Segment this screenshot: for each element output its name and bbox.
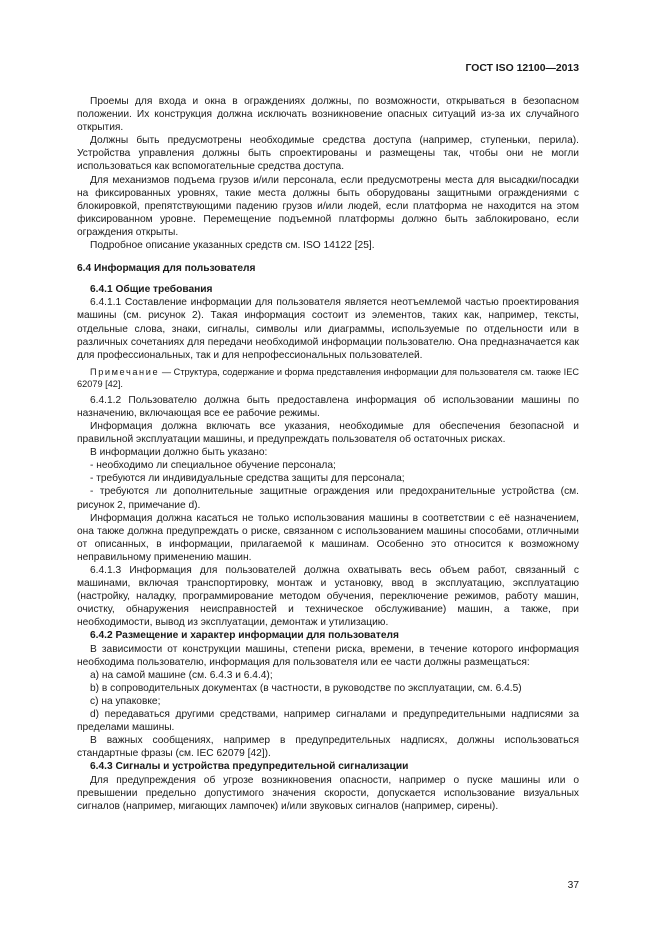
section-heading-6-4: 6.4 Информация для пользователя <box>77 263 256 275</box>
paragraph: Подробное описание указанных средств см. ISO 14122 [25]. <box>90 240 375 252</box>
paragraph: 6.4.1.2 Пользователю должна быть предоставлена информация об использовании машины по назначению, включающая все ее рабочие режимы. <box>77 394 579 419</box>
paragraph: 6.4.1.1 Составление информации для пользователя является неотъемлемой частью проектирования машины (см. рисунок 2). Такая информация состоит из элементов, таких как, например, тексты, отдельные слова, знаки, сигналы, символы или диаграммы, используемые по отдельности или в различных сочетаниях для передачи необходимой информации пользователю. Она предназначается как для профессиональных, так и для непрофессиональных пользователей. <box>77 297 579 361</box>
note-label: Примечание <box>90 366 160 377</box>
standard-header: ГОСТ ISO 12100—2013 <box>465 63 579 74</box>
paragraph: В важных сообщениях, например в предупредительных надписях, должны использоваться стандартные фразы (см. IEC 62079 [42]). <box>77 735 579 760</box>
note <box>77 366 579 390</box>
list-item: b) в сопроводительных документах (в частности, в руководстве по эксплуатации, см. 6.4.5) <box>90 682 522 694</box>
page-body <box>77 95 579 813</box>
paragraph: Для предупреждения об угрозе возникновения опасности, например о пуске машины или о превышении предельно допустимого значения скорости, допускается использование визуальных сигналов (например, мигающих лампочек) и/или звуковых сигналов (например, сирены). <box>77 774 579 812</box>
subsection-heading-6-4-2: 6.4.2 Размещение и характер информации для пользователя <box>90 630 399 642</box>
list-item: c) на упаковке; <box>90 695 161 707</box>
page-number: 37 <box>567 880 579 891</box>
paragraph: Для механизмов подъема грузов и/или персонала, если предусмотрены места для высадки/посадки на фиксированных уровнях, такие места должны быть оборудованы защитными ограждениями с блокировкой, препятствующими падению грузов и/или людей, если платформа не находится на этом фиксированном уровне. Перемещение подъемной платформы должно быть заблокировано, если ограждения открыты. <box>77 174 579 238</box>
paragraph: В зависимости от конструкции машины, степени риска, времени, в течение которого информация необходима пользователю, информация для пользователя или ее части должны размещаться: <box>77 643 579 668</box>
subsection-heading-6-4-3: 6.4.3 Сигналы и устройства предупредительной сигнализации <box>90 761 409 773</box>
paragraph: Информация должна включать все указания, необходимые для обеспечения безопасной и правильной эксплуатации машины, и предупреждать пользователя об остаточных рисках. <box>77 420 579 446</box>
list-item: - требуются ли дополнительные защитные ограждения или предохранительные устройства (см. рисунок 2, примечание d). <box>77 486 579 511</box>
paragraph: Проемы для входа и окна в ограждениях должны, по возможности, открываться в безопасном положении. Их конструкция должна исключать возникновение опасных ситуаций из-за их случайного открытия. <box>77 96 579 134</box>
paragraph: 6.4.1.3 Информация для пользователей должна охватывать весь объем работ, связанный с машинами, включая транспортировку, монтаж и установку, ввод в эксплуатацию, эксплуатацию (настройку, наладку, программирование методом обучения, переключение режимов, работу машин, очистку, обнаружения неисправностей и техническое обслуживание) машин, а также, при необходимости, вывод из эксплуатации, демонтаж и утилизацию. <box>77 565 579 629</box>
paragraph: Информация должна касаться не только использования машины в соответствии с её назначением, она также должна предупреждать о риске, связанном с использованием машины способами, отличными от описанных, в информации, прилагаемой к машинам. Особенно это относится к возможному неправильному применению машин. <box>77 512 579 563</box>
paragraph: Должны быть предусмотрены необходимые средства доступа (например, ступеньки, перила). Устройства управления должны быть спроектированы и размещены так, чтобы они не могли использоваться как вспомогательные средства доступа. <box>77 135 579 173</box>
paragraph: В информации должно быть указано: <box>90 447 268 459</box>
note-text: — Структура, содержание и форма представления информации для пользователя см. также IEC 62079 [42]. <box>77 366 579 389</box>
list-item: - необходимо ли специальное обучение персонала; <box>90 460 336 472</box>
list-item: d) передаваться другими средствами, например сигналами и предупредительными надписями за пределами машины. <box>77 709 579 734</box>
list-item: - требуются ли индивидуальные средства защиты для персонала; <box>90 473 405 485</box>
list-item: а) на самой машине (см. 6.4.3 и 6.4.4); <box>90 669 273 681</box>
subsection-heading-6-4-1: 6.4.1 Общие требования <box>90 284 213 296</box>
